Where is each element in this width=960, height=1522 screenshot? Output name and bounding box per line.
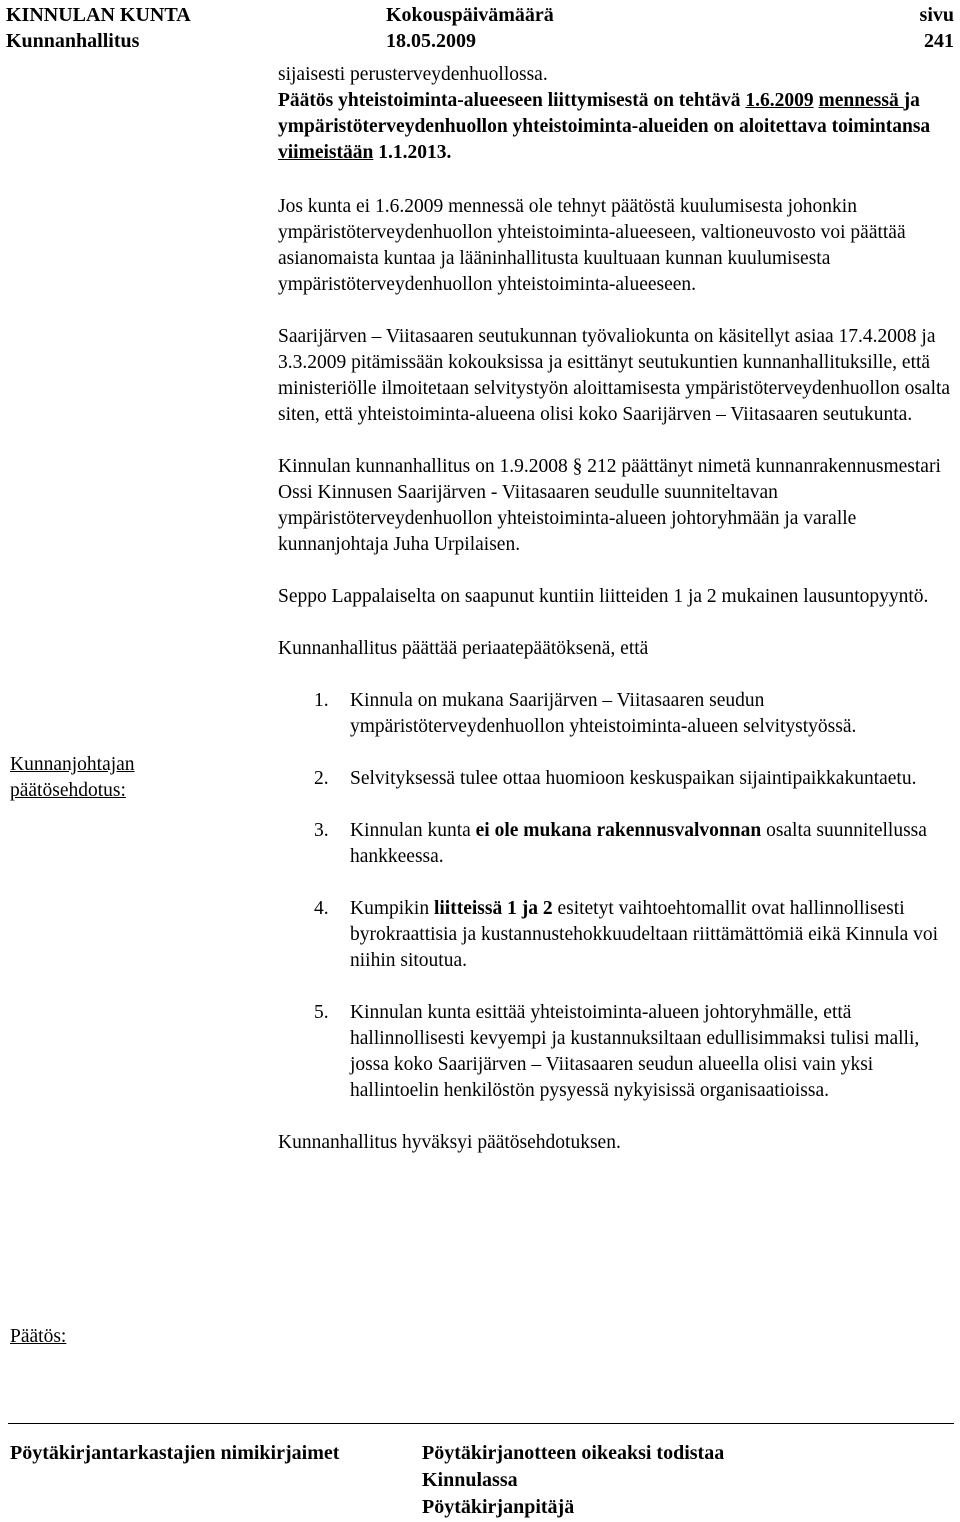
list-item [278,896,956,974]
date-label: Kokouspäivämäärä [386,4,554,26]
bold-text-2: mennessä [818,90,904,111]
item-number: 1. [314,690,329,711]
page-number: 241 [924,30,954,52]
footer-certify: Pöytäkirjanotteen oikeaksi todistaa [422,1442,725,1464]
footer-place: Kinnulassa [422,1469,518,1491]
side-label-line-2: päätösehdotus: [10,780,126,801]
paragraph-1-bold [278,88,956,166]
org-name: KINNULAN KUNTA [6,4,191,26]
deadline-date: 1.6.2009 [745,90,814,111]
bold-text-5: 1.1.2013. [373,142,452,163]
item-text: Kinnula on mukana Saarijärven – Viitasaaren seudun ympäristöterveydenhuollon yhteistoiminta-alueen selvitystyössä. [350,690,857,737]
side-label-line-1: Kunnanjohtajan [10,754,135,775]
paragraph-3: Saarijärven – Viitasaaren seutukunnan työvaliokunta on käsitellyt asiaa 17.4.2008 ja 3.3.2009 pitämissään kokouksissa ja esittänyt seutukuntien kunnanhallituksille, että ministeriölle ilmoitetaan selvitystyön aloittamisesta ympäristöterveydenhuollon osalta siten, että yhteistoiminta-alueena olisi koko Saarijärven – Viitasaaren seutukunta. [278,326,951,425]
item-text-c: osalta suunnitellussa hankkeessa. [350,820,927,867]
header-left [6,2,191,54]
paragraph-4: Kinnulan kunnanhallitus on 1.9.2008 § 212 päättänyt nimetä kunnanrakennusmestari Ossi Kinnusen Saarijärven - Viitasaaren seudulle suunniteltavan ympäristöterveydenhuollon yhteistoiminta-alueen johtoryhmään ja varalle kunnanjohtaja Juha Urpilaisen. [278,456,941,555]
decision-label: Päätös: [10,1326,67,1347]
header-center [386,2,554,54]
item-text-c: esitetyt vaihtoehtomallit ovat hallinnollisesti byrokraattisia ja kustannustehokkuudeltaan riittämättömiä eikä Kinnula voi niihin sitoutua. [350,898,939,971]
footer-divider [8,1423,954,1424]
footer-secretary: Pöytäkirjanpitäjä [422,1496,575,1518]
item-number: 4. [314,898,329,919]
list-item [278,818,956,870]
paragraph-2: Jos kunta ei 1.6.2009 mennessä ole tehnyt päätöstä kuulumisesta johonkin ympäristöterveydenhuollon yhteistoiminta-alueeseen, valtioneuvosto voi päättää asianomaista kuntaa ja lääninhallitusta kuultuaan kunnan kuulumisesta ympäristöterveydenhuollon yhteistoiminta-alueeseen. [278,196,906,295]
proposal-intro: Kunnanhallitus päättää periaatepäätöksenä, että [278,638,649,659]
paragraph-1-line: sijaisesti perusterveydenhuollossa. [278,64,548,85]
item-text-bold: liitteissä 1 ja 2 [433,898,553,919]
footer-left: Pöytäkirjantarkastajien nimikirjaimet [10,1442,340,1464]
page-header [6,2,954,52]
decision-text: Kunnanhallitus hyväksyi päätösehdotuksen. [278,1132,621,1153]
list-item [278,688,956,740]
paragraph-5: Seppo Lappalaiselta on saapunut kuntiin liitteiden 1 ja 2 mukainen lausuntopyyntö. [278,586,929,607]
main-content [278,62,956,1156]
body-name: Kunnanhallitus [6,30,140,52]
bold-text-1: Päätös yhteistoiminta-alueeseen liittymisestä on tehtävä [278,90,746,111]
item-number: 3. [314,820,329,841]
item-text-bold: ei ole mukana rakennusvalvonnan [475,820,762,841]
item-text: Selvityksessä tulee ottaa huomioon keskuspaikan sijaintipaikkakuntaetu. [350,768,917,789]
page-label: sivu [919,4,954,26]
item-number: 5. [314,1002,329,1023]
proposal-side-label [10,752,135,804]
list-item [278,766,956,792]
list-item [278,1000,956,1104]
proposal-list [278,688,956,1104]
bold-text-3: ja ympäristöterveydenhuollon yhteistoiminta-alueiden on aloitettava toimintansa [278,90,931,137]
item-text-a: Kinnulan kunta [350,820,476,841]
meeting-date: 18.05.2009 [386,30,476,52]
bold-text-4: viimeistään [278,142,374,163]
item-text-a: Kumpikin [350,898,434,919]
footer-right [422,1440,724,1521]
item-number: 2. [314,768,329,789]
item-text: Kinnulan kunta esittää yhteistoiminta-alueen johtoryhmälle, että hallinnollisesti kevyempi ja kustannuksiltaan edullisimmaksi tulisi malli, jossa koko Saarijärven – Viitasaaren seudun alueella olisi vain yksi hallintoelin henkilöstön pysyessä nykyisissä organisaatioissa. [350,1002,920,1101]
header-right [920,2,954,54]
